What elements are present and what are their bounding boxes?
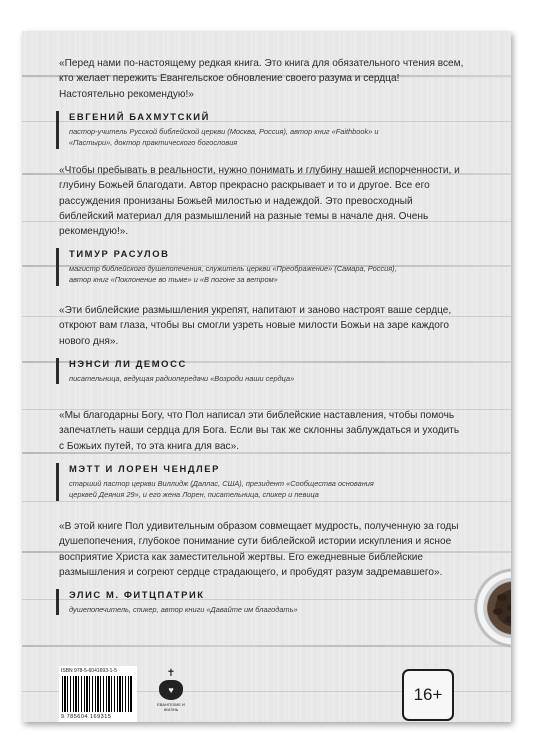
author-name: ЕВГЕНИЙ БАХМУТСКИЙ	[69, 110, 210, 122]
age-rating-badge: 16+	[402, 669, 454, 721]
testimonial-author	[59, 463, 464, 500]
testimonial	[59, 408, 464, 500]
back-cover	[22, 31, 511, 722]
testimonial-quote: «В этой книге Пол удивительным образом совмещает мудрость, полученную за годы душепопечения, глубокое понимание сути библейской истории искупления и ясное восприятие Христа как заместительной жертвы. Его ежедневные библейские размышления и согреют сердце страдающего, и пробудят разум задремавшего».	[59, 521, 459, 578]
heart-book-icon: ♥	[159, 680, 183, 700]
testimonial-author	[59, 248, 464, 285]
publisher-name: ЕВАНГЕЛИЕ И ЖИЗНЬ	[157, 702, 185, 712]
author-name: ТИМУР РАСУЛОВ	[69, 248, 170, 260]
author-name: МЭТТ И ЛОРЕН ЧЕНДЛЕР	[69, 462, 221, 474]
barcode	[59, 666, 137, 722]
author-description: писательница, ведущая радиопередачи «Возроди наши сердца»	[69, 373, 295, 383]
author-description: пастор-учитель Русской библейской церкви (Москва, Россия), автор книг «Faithbook» и «Пастыри», доктор практического богословия	[69, 126, 379, 147]
plank-seam	[22, 645, 511, 647]
author-accent-bar	[56, 589, 59, 615]
cross-icon: ✝	[166, 668, 176, 679]
testimonial-quote: «Перед нами по-настоящему редкая книга. Это книга для обязательного чтения всем, кто желает пережить Евангельское обновление своего разума и сердца! Настоятельно рекомендую!»	[59, 58, 464, 100]
author-description: душепопечитель, спикер, автор книги «Давайте им благодать»	[69, 605, 298, 615]
testimonial-author	[59, 589, 464, 615]
author-accent-bar	[56, 111, 59, 149]
publisher-logo	[150, 669, 192, 721]
testimonial-quote: «Эти библейские размышления укрепят, напитают и заново настроят ваше сердце, откроют вам глаза, чтобы вы смогли узреть новые милости Божьи на заре каждого нового дня».	[59, 305, 452, 347]
testimonial-author	[59, 111, 464, 148]
testimonial	[59, 519, 464, 615]
coffee-jar-image	[463, 542, 511, 662]
testimonial-author	[59, 358, 464, 384]
author-accent-bar	[56, 463, 59, 501]
isbn-text: ISBN 978-5-6041693-1-5	[61, 668, 117, 674]
testimonial	[59, 56, 464, 148]
testimonial-quote: «Мы благодарны Богу, что Пол написал эти библейские наставления, чтобы помочь запечатлеть наши сердца для Бога. Если вы так же склонны заблуждаться и уходить с Божьих путей, то эта книга для вас».	[59, 410, 460, 452]
author-description: магистр библейского душепопечения, служитель церкви «Преображение» (Самара, Россия), автор книг «Поклонение во тьме» и «В погоне за ветром»	[69, 264, 397, 285]
testimonial	[59, 163, 464, 285]
author-name: НЭНСИ ЛИ ДЕМОСС	[69, 357, 187, 369]
barcode-bars	[62, 676, 132, 712]
testimonial-quote: «Чтобы пребывать в реальности, нужно понимать и глубину нашей испорченности, и глубину Божьей благодати. Автор прекрасно раскрывает и то и другое. Все его рассуждения пронизаны Божьей милостью и надеждой. Это превосходный библейский материал для размышлений на разные темы в начале дня. Очень рекомендую!».	[59, 165, 460, 238]
author-name: ЭЛИС М. ФИТЦПАТРИК	[69, 589, 205, 601]
author-accent-bar	[56, 248, 59, 286]
barcode-digits: 9 785604 169315	[61, 714, 112, 720]
testimonial	[59, 303, 464, 384]
author-accent-bar	[56, 358, 59, 384]
author-description: старший пастор церкви Виллидж (Даллас, США), президент «Сообщества основания церквей Деяния 29», и его жена Лорен, писательница, спикер и певица	[69, 478, 374, 499]
